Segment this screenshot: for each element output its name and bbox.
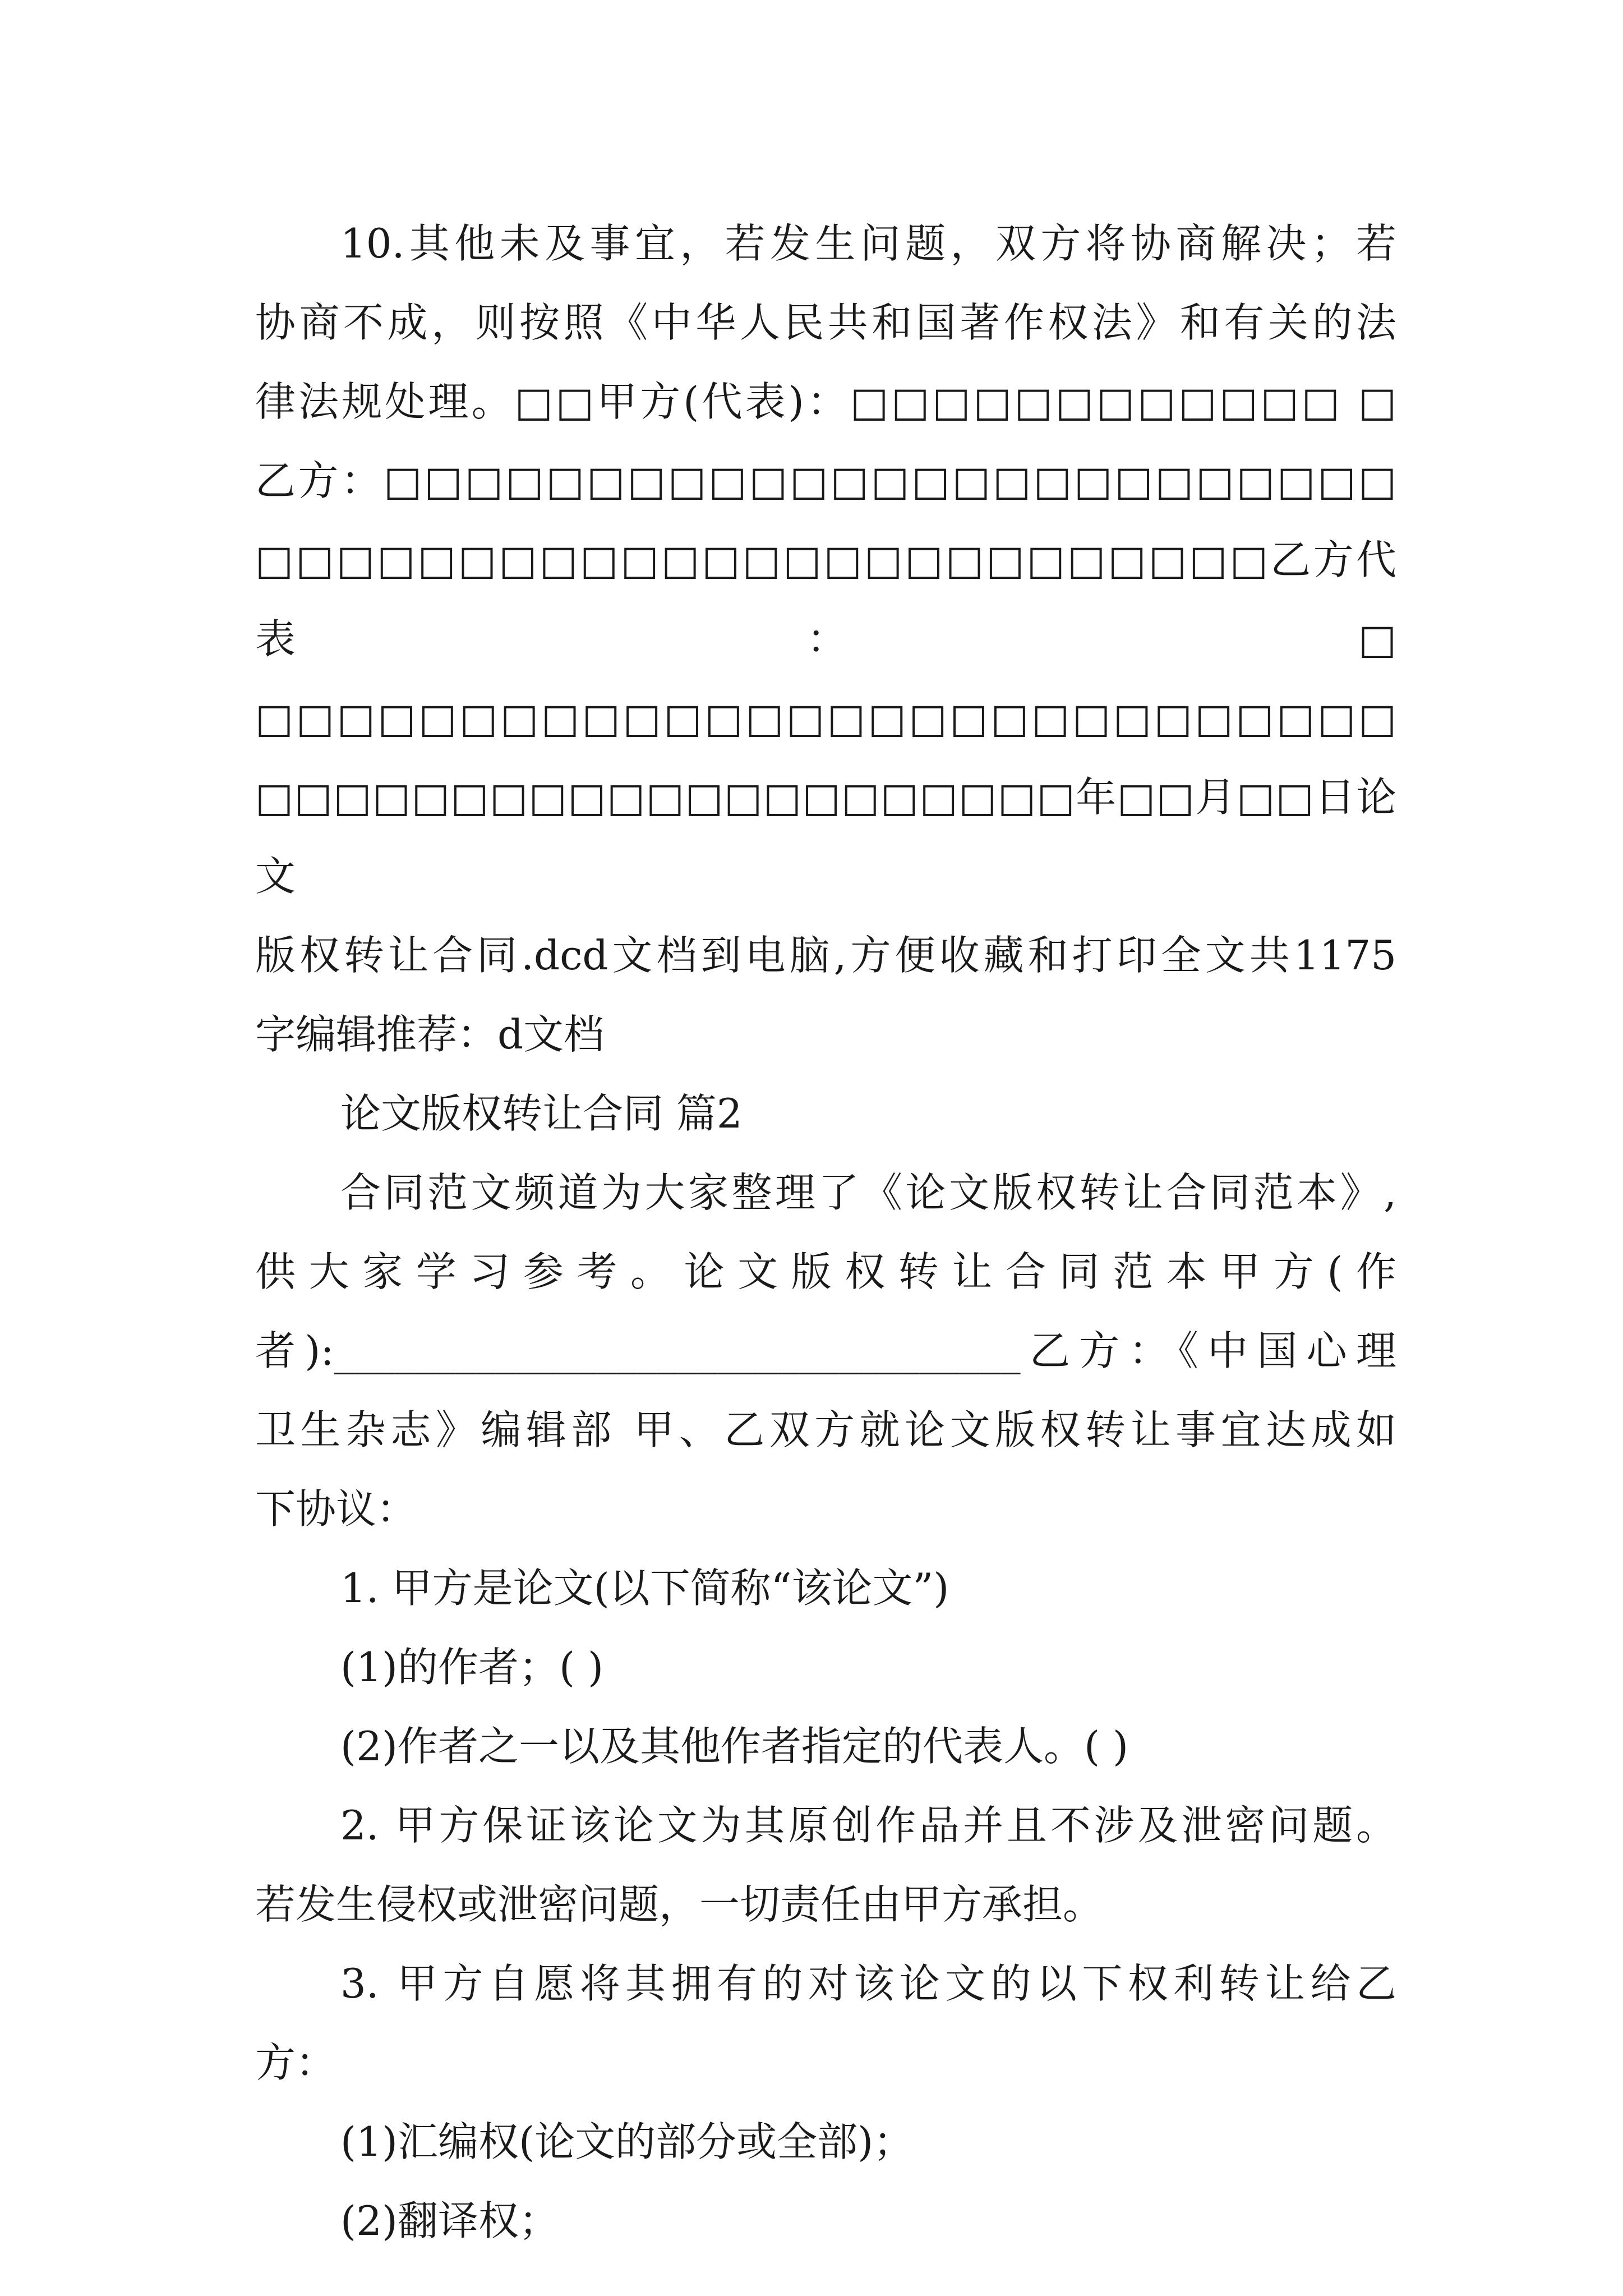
- text-line: □□□□□□□□□□□□□□□□□□□□□年□□月□□日论文: [255, 774, 1396, 900]
- text-line: 下协议：: [255, 1485, 417, 1533]
- text-line: 乙方：□□□□□□□□□□□□□□□□□□□□□□□□□: [255, 457, 1396, 504]
- text-line: 10.其他未及事宜，若发生问题，双方将协商解决；若: [340, 220, 1396, 267]
- text-line: □□□□□□□□□□□□□□□□□□□□□□□□□乙方代表：□: [255, 536, 1396, 662]
- text-line: 者):__________________________________乙方：《中国心理: [255, 1327, 1396, 1374]
- text-line: 律法规处理。□□甲方(代表)：□□□□□□□□□□□□ □: [255, 378, 1396, 425]
- clause-3-right-2: (2)翻译权；: [340, 2197, 559, 2244]
- clause-2-paragraph: [255, 1786, 1396, 1944]
- clause-1-option-1: (1)的作者；( ): [340, 1644, 604, 1691]
- clause-3-paragraph: [255, 1944, 1396, 2102]
- clause-1-option-2: (2)作者之一以及其他作者指定的代表人。( ): [340, 1723, 1129, 1770]
- text-line: 版权转让合同.dcd文档到电脑,方便收藏和打印全文共1175: [255, 932, 1396, 979]
- clause-10-paragraph: [255, 204, 1396, 1074]
- text-line: 字编辑推荐：d文档: [255, 1011, 605, 1058]
- document-body: [255, 204, 1396, 2261]
- text-line: 2. 甲方保证该论文为其原创作品并且不涉及泄密问题。: [340, 1802, 1396, 1849]
- text-line: 3. 甲方自愿将其拥有的对该论文的以下权利转让给乙: [340, 1960, 1396, 2007]
- clause-1: 1. 甲方是论文(以下简称“该论文”): [340, 1565, 949, 1612]
- text-line: 协商不成，则按照《中华人民共和国著作权法》和有关的法: [255, 299, 1396, 346]
- section-title: 论文版权转让合同 篇2: [340, 1090, 743, 1137]
- text-line: 卫生杂志》编辑部 甲、乙双方就论文版权转让事宜达成如: [255, 1406, 1396, 1453]
- text-line: □□□□□□□□□□□□□□□□□□□□□□□□□□□□: [255, 694, 1396, 742]
- text-line: 若发生侵权或泄密问题，一切责任由甲方承担。: [255, 1881, 1104, 1928]
- text-line: 方：: [255, 2039, 336, 2086]
- text-line: 供大家学习参考。论文版权转让合同范本甲方(作: [255, 1248, 1396, 1295]
- text-line: 合同范文频道为大家整理了《论文版权转让合同范本》,: [340, 1169, 1396, 1216]
- clause-3-right-1: (1)汇编权(论文的部分或全部)；: [340, 2118, 914, 2165]
- intro-paragraph: [255, 1153, 1396, 1549]
